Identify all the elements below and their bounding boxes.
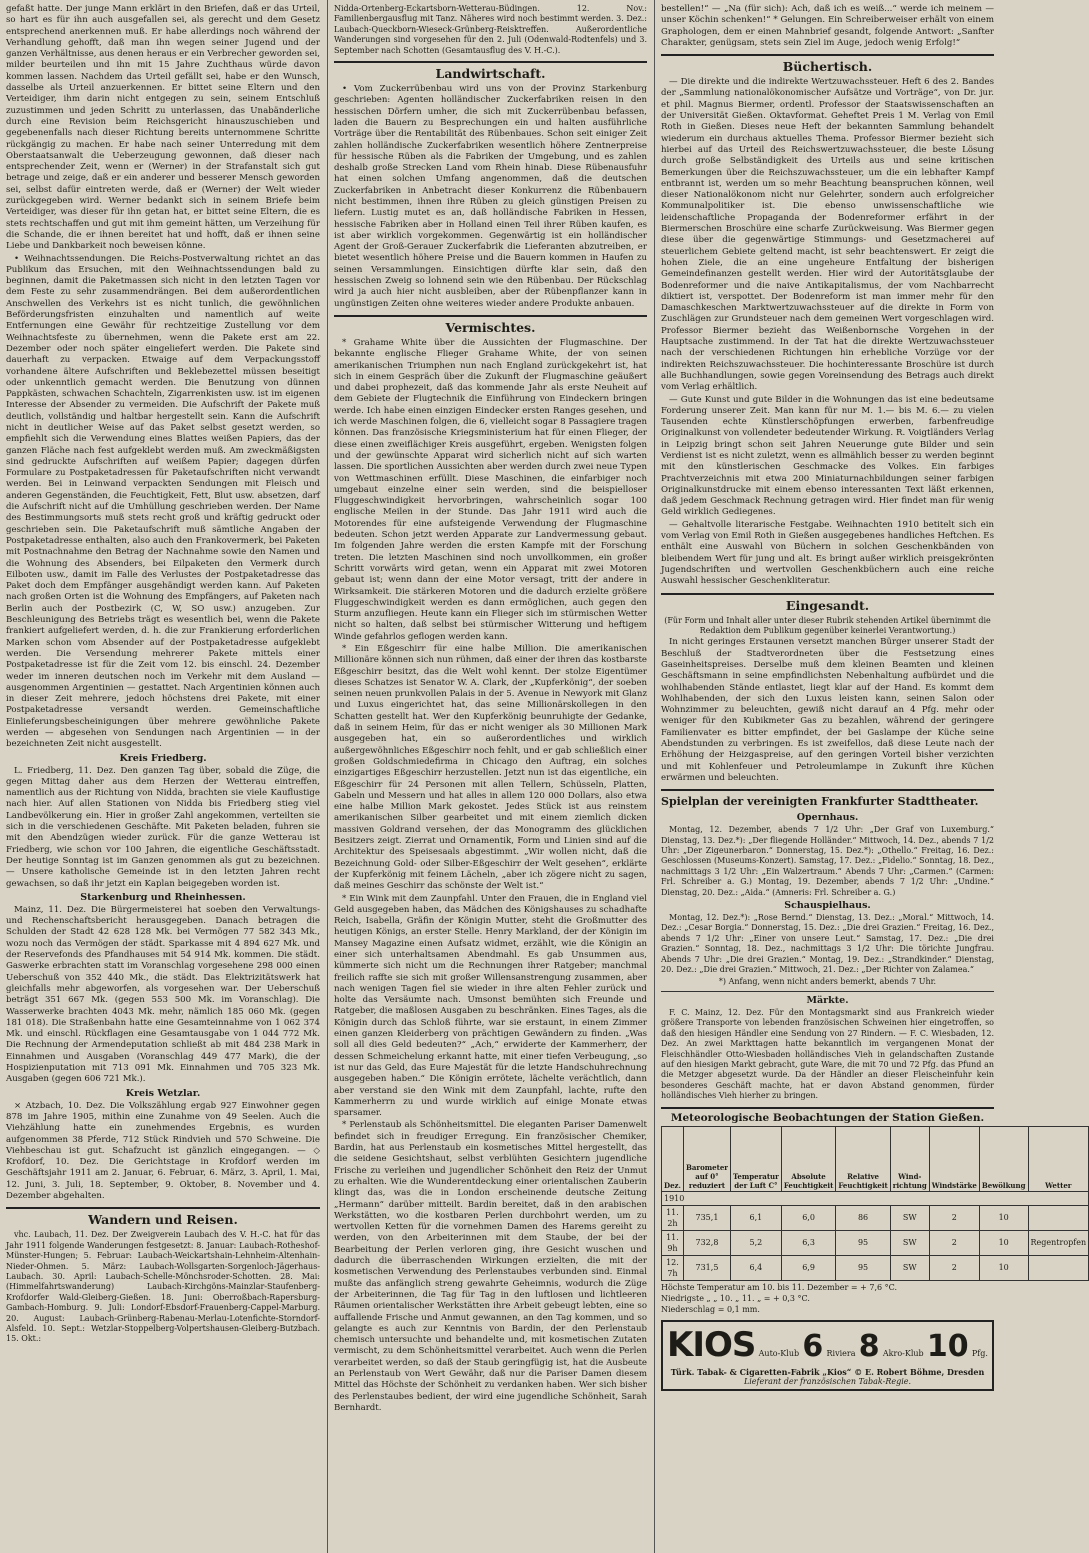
product-label-3: Akro-Klub xyxy=(882,1348,924,1358)
divider xyxy=(661,789,994,791)
heading-opernhaus: Opernhaus. xyxy=(796,812,859,824)
article-weihnachtssendungen: • Weihnachtssendungen. Die Reichs-Postverwaltung richtet an das Publikum das Ersuchen, mit den Weihnachtssendungen bald zu beginnen, damit die Paketmassen sich nicht in den letzten Tagen vor dem Feste zu sehr zusammendrängen. Bei dem außerordentlichen Anschwellen des Verkehrs ist es nicht tunlich, die gewöhnlichen Beförderungsfristen einzuhalten und namentlich auf weite Entfernungen eine Gewähr für rechtzeitige Zustellung vor dem Weihnachtsfeste zu übernehmen, wenn die Pakete erst am 22. Dezember oder noch später eingeliefert werden. Die Pakete sind dauerhaft zu verpacken. Etwaige auf dem Verpackungsstoff vorhandene ältere Aufschriften und Beklebezettel müssen beseitigt oder unkenntlich gemacht werden. Die Benutzung von dünnen Pappkästen, schwachen Schachteln, Zigarrenkisten usw. ist im eigenen Interesse der Absender zu vermeiden. Die Aufschrift der Pakete muß deutlich, vollständig und haltbar hergestellt sein. Kann die Aufschrift nicht in deutlicher Weise auf das Paket selbst gesetzt werden, so empfiehlt sich die Verwendung eines Blattes weißen Papiers, das der ganzen Fläche nach fest aufgeklebt werden muß. Am zweckmäßigsten sind gedruckte Aufschriften auf weißem Papier; dagegen dürfen Formulare zu Postpaketadressen für Paketaufschriften nicht verwandt werden. Bei in Leinwand verpackten Sendungen mit Fleisch und anderen Gegenständen, die Feuchtigkeit, Fett, Blut usw. absetzen, darf die Aufschrift nicht auf die Umhüllung geschrieben werden. Der Name des Bestimmungsorts muß stets recht groß und kräftig gedruckt oder geschrieben sein. Die Paketaufschrift muß sämtliche Angaben der Postpaketadresse enthalten, also auch den Frankovermerk, bei Paketen mit Postnachnahme den Betrag der Nachnahme sowie den Namen und die Wohnung des Absenders, bei Eilpaketen den Vermerk durch Eilboten usw., damit im Falle des Verlustes der Postpaketadresse das Paket doch dem Empfänger ausgehändigt werden kann. Auf Paketen nach großen Orten ist die Wohnung des Empfängers, auf Paketen nach Berlin auch der Postbezirk (C, W, SO usw.) anzugeben. Zur Beschleunigung des Betriebs trägt es wesentlich bei, wenn die Pakete frankiert aufgeliefert werden, d. h. die zur Frankierung erforderlichen Marken schon vom Absender auf der Postpaketadresse aufgeklebt werden. Die Versendung mehrerer Pakete mittels einer Postpaketadresse ist für die Zeit vom 12. bis einschl. 24. Dezember weder im inneren deutschen noch im Verkehr mit dem Ausland — ausgenommen Argentinien — gestattet. Nach Argentinien können auch in dieser Zeit mehrere, jedoch höchstens drei Pakete, mit einer Postpaketadresse versandt werden. Gemeinschaftliche Einlieferungsbescheinigungen über mehrere gewöhnliche Pakete werden — abgesehen von Sendungen nach Argentinien — in der bezeichneten Zeit nicht ausgestellt. xyxy=(6,253,320,750)
article-atzbach: × Atzbach, 10. Dez. Die Volkszählung ergab 927 Einwohner gegen 878 im Jahre 1905, mithin eine Zunahme von 49 Seelen. Auch die Viehzählung hatte ein zunehmendes Ergebnis, es wurden aufgenommen 38 Pferde, 712 Stück Rindvieh und 570 Schweine. Die Viehbeschau ist gut. Schafzucht ist gänzlich eingegangen. — ◇ Krofdorf, 10. Dez. Die Gerichtstage in Krofdorf werden im Geschäftsjahr 1911 am 2. Januar, 6. Februar, 6. März, 3. April, 1. Mai, 12. Juni, 3. Juli, 18. September, 9. Oktober, 8. November und 4. Dezember abgehalten. xyxy=(6,1100,320,1201)
column-1 xyxy=(0,0,326,1553)
weather-cell: 95 xyxy=(836,1255,890,1280)
article-zuckerruebenbau: • Vom Zuckerrübenbau wird uns von der Provinz Starkenburg geschrieben: Agenten holländischer Zuckerfabriken reisen in den hessischen Dörfern umher, die sich mit Zuckerrübenbau befassen, laden die Bauern zu Besprechungen ein und halten ausführliche Vorträge über die Rentabilität des Rübenbaues. Schon seit einiger Zeit zahlen holländische Zuckerfabriken wesentlich höhere Zentnerpreise für hessische Rüben als die Fabriken der Umgebung, und es zahlen deshalb große Strecken Land vom Rhein hinab. Diese Rübenausfuhr hat einen solchen Umfang angenommen, daß die deutschen Zuckerfabriken in Anbetracht dieser Konkurrenz die Rübenbauern nicht bestimmen, ihnen ihre Rüben zu gleich günstigen Preisen zu liefern. Lustig mutet es an, daß holländische Fabriken in Hessen, hessische Fabriken aber in Holland einen Teil ihrer Rüben kaufen, es ist aber wirklich vorgekommen. Gegenwärtig ist ein holländischer Agent der Groß-Gerauer Zuckerfabrik die Lieferanten abzutreiben, er bietet wesentlich höhere Preise und die Bauern kommen in Haufen zu seinen Versammlungen. Einsichtigen dürfte klar sein, daß den hessischen Zweig so lohnend sein wie den Rübenbau. Der Rückschlag wird ja auch hier nicht ausbleiben, aber der Rübenpflanzer kann in ungünstigen Zeiten ohne weiteres wieder andere Produkte anbauen. xyxy=(334,84,647,309)
section-heading-landwirtschaft: Landwirtschaft. xyxy=(435,66,546,82)
product-label-1: Auto-Klub xyxy=(758,1348,800,1358)
product-price-3: 10 xyxy=(926,1328,969,1364)
schedule-opernhaus: Montag, 12. Dezember, abends 7 1/2 Uhr: „Der Graf von Luxemburg.“ Dienstag, 13. Dez.*): „Der fliegende Holländer.“ Mittwoch, 14. Dez., abends 7 1/2 Uhr: „Der Zigeunerbaron.“ Donnerstag, 15. Dez.*): „Othello.“ Freitag, 16. Dez.: Geschlossen (Museums-Konzert). Samstag, 17. Dez.: „Fidelio.“ Sonntag, 18. Dez., nachmittags 3 1/2 Uhr: „Ein Walzertraum.“ Abends 7 Uhr: „Carmen.“ (Carmen: Frl. Schreiber a. G.) Montag, 19. Dezember, abends 7 1/2 Uhr: „Undine.“ Dienstag, 20. Dez.: „Aida.“ (Amneris: Frl. Schreiber a. G.) xyxy=(661,825,994,897)
weather-cell: SW xyxy=(890,1230,929,1255)
weather-precipitation: Niederschlag = 0,1 mm. xyxy=(661,1305,760,1315)
ad-company-line: Türk. Tabak- & Cigaretten-Fabrik „Kios“ © E. Robert Böhme, Dresden xyxy=(670,1366,985,1377)
ad-supplier-line: Lieferant der französischen Tabak-Regie. xyxy=(743,1376,912,1386)
weather-cell: 6,0 xyxy=(781,1205,835,1230)
weather-table-header: Wetter xyxy=(1028,1126,1089,1191)
weather-table-header: Dez. xyxy=(662,1126,684,1191)
weather-cell: 95 xyxy=(836,1230,890,1255)
product-price-2: 8 xyxy=(858,1328,880,1364)
weather-cell: 10 xyxy=(979,1205,1028,1230)
article-festgabe: — Gehaltvolle literarische Festgabe. Weihnachten 1910 betitelt sich ein vom Verlag von Emil Roth in Gießen ausgegebenes handliches Heftchen. Es enthält eine Auswahl von Büchern in solchen Geschenkbänden von bleibendem Wert für jung und alt. Es bringt außer wirklich preisgekrönten Jugendschriften und wertvollen Geschenkbüchern auch eine reiche Auswahl hessischer Geschenkliteratur. xyxy=(661,519,994,587)
article-laubach: vhc. Laubach, 11. Dez. Der Zweigverein Laubach des V. H.-C. hat für das Jahr 1911 folgende Wanderungen festgesetzt: 8. Januar: Laubach-Rotheshof-Münster-Hungen; 5. Februar: Laubach-Weickartshain-Lehnheim-Altenhain-Nieder-Ohmen. 5. März: Laubach-Wollsgarten-Sorgenloch-Jägerhaus-Laubach. 30. April: Laubach-Schelle-Mönchsroder-Schotten. 28. Mai: (Himmelfahrtswanderung) Laubach-Kirchgöns-Mainzlar-Staufenberg-Krofdorfer Wald-Gleiberg-Gießen. 18. Juni: Oberroßbach-Rapersburg-Gambach-Homburg. 9. Juli: Londorf-Ebsdorf-Frauenberg-Cappel-Marburg. 20. August: Laubach-Grünberg-Rabenau-Merlau-Lotenfichte-Storndorf-Alsfeld. 10. Sept.: Wetzlar-Stoppelberg-Volpertshausen-Gleiberg-Butzbach. 15. Okt.: xyxy=(6,1230,320,1344)
article-perlenstaub: * Perlenstaub als Schönheitsmittel. Die eleganten Pariser Damenwelt befindet sich in freudiger Erregung. Ein französischer Chemiker, Bardin, hat aus Perlenstaub ein kosmetisches Mittel hergestellt, das die seidene Gesichtshaut, selbst verblühten Gesichtern jugendliche Frische zu verleihen und jugendlicher Schönheit den Reiz der Unmut zu erhalten. Wie die Wunderentdeckung einer orientalischen Zauberin klingt das, was die in London erscheinende deutsche Zeitung „Hermann“ darüber mitteilt. Bardin bereitet, daß in den arabischen Werkstätten, wo die kostbaren Perlen durchbohrt werden, um zu wertvollen Ketten für die vornehmen Damen des Harems gereiht zu werden, von den Arbeiterinnen mit dem Staube, der bei der Bearbeitung der Perlen verloren ging, ihre Gesicht wuschen und dadurch die überraschenden Wirkungen erzielten, die mit der kosmetischen Verwendung des Perlenstaubes verbunden sind. Einmal mußte das anfänglich streng gewahrte Geheimnis, wodurch die Züge der Arbeiterinnen, die Tag für Tag in den luftlosen und lichtleeren Räumen orientalischer Werkstätten ihre Arbeit gebeugt lebten, eine so auffallende Frische und Anmut gewannen, an den Tag kommen, und so gelangte es auch zur Kenntnis von Bardin, der den Perlenstaub chemisch untersuchte und behandelte und, mit kosmetischen Zutaten vermischt, zu dem Schönheitsmittel verarbeitet. Auch wenn die Perlen verarbeitet werden, so daß der Staub geringfügig ist, hat die Ausbeute an Perlenstaub von Wert Gewähr, daß nur die Pariser Damen diesem Mittel das Höchste der Schönheit zu verdanken haben. Wer sich bisher des Perlenstaubes bedient, der wird eine jugendliche Schönheit, Sarah Bernhardt. xyxy=(334,1120,647,1413)
weather-table-header: Barometer auf 0° reduziert xyxy=(683,1126,730,1191)
eingesandt-disclaimer: (Für Form und Inhalt aller unter dieser Rubrik stehenden Artikel übernimmt die Redaktion dem Publikum gegenüber keinerlei Verantwortung.) xyxy=(664,615,991,635)
weather-cell: 86 xyxy=(836,1205,890,1230)
weather-cell: 6,9 xyxy=(781,1255,835,1280)
article-grahame-white: * Grahame White über die Aussichten der Flugmaschine. Der bekannte englische Flieger Grahame White, der von seinen amerikanischen Triumphen nun nach England zurückgekehrt ist, hat sich in einem Gespräch über die Zukunft der Flugmaschine geäußert und dabei prophezeit, daß das kommende Jahr als erste Neuheit auf dem Gebiete der Flugtechnik die Einführung von Eindeckern bringen werde. Ich habe einen einzigen Eindecker ersten Ranges gesehen, und ich werde Maschinen folgen, die 6, vielleicht sogar 8 Passagiere tragen können. Das französische Kriegsministerium hat für einen Flieger, der diese einen zweiflächiger Kreis ausgeführt, ergeben. Wenigsten folgen und der gewünschte Apparat wird sicherlich nicht auf sich warten lassen. Die sportlichen Aussichten aber werden durch zwei neue Typen von Wettmaschinen erfüllt. Diese Maschinen, die einfarbiger noch umgebaut einzelne einer sein werden, sind die beispielloser Fluggeschwindigkeit hervorbringen, wahrscheinlich sogar 100 englische Meilen in der Stunde. Das Jahr 1911 wird auch die Motorendes für eine aufsteigende Verwendung der Flugmaschine bedeuten. Schon jetzt werden Apparate zur Landvermessung gebaut. Im folgenden Jahre werden die ersten Kampfe mit der Forschung treten. Die letzten Maschinen sind noch unvollkommen, ein großer Schritt vorwärts wird getan, wenn ein Apparat mit zwei Motoren gebaut ist; wenn dann der eine Motor versagt, tritt der andere in Wirksamkeit. Die stärkeren Motoren und die dadurch erzielte größere Fluggeschwindigkeit werden es dann ermöglichen, auch gegen den Sturm anzufliegen. Heute kann ein Flieger sich im stürmischen Wetter nicht so halten, daß selbst bei stürmischer Witterung und heftigem Winde gefahrlos geflogen werden kann. xyxy=(334,337,647,642)
weather-row xyxy=(662,1255,1089,1280)
weather-cell xyxy=(1028,1205,1089,1230)
section-heading-wandern: Wandern und Reisen. xyxy=(88,1212,238,1228)
weather-row xyxy=(662,1230,1089,1255)
weather-min-temp: Niedrigste „ „ 10. „ 11. „ = + 0,3 °C. xyxy=(661,1293,810,1303)
schedule-schauspielhaus: Montag, 12. Dez.*): „Rose Bernd.“ Dienstag, 13. Dez.: „Moral.“ Mittwoch, 14. Dez.: „Cesar Borgia.“ Donnerstag, 15. Dez.: „Die drei Grazien.“ Freitag, 16. Dez., abends 7 1/2 Uhr: „Einer von unsere Leut.“ Samstag, 17. Dez.: „Die drei Grazien.“ Sonntag, 18. Dez., nachmittags 3 1/2 Uhr: Die törichte Jungfrau. Abends 7 Uhr: „Die drei Grazien.“ Montag, 19. Dez.: „Strandkinder.“ Dienstag, 20. Dez.: „Die drei Grazien.“ Mittwoch, 21. Dez.: „Der Richter von Zalamea.“ xyxy=(661,913,994,975)
section-heading-friedberg: Kreis Friedberg. xyxy=(119,752,207,764)
article-gute-kunst: — Gute Kunst und gute Bilder in die Wohnungen das ist eine bedeutsame Forderung unserer Zeit. Man kann für nur M. 1.— bis M. 6.— zu vielen Tausenden echte Künstlerschöpfungen erwerben, farbenfreudige Originalkunst von vollendeter bedeutender Wirkung. R. Voigtländers Verlag in Leipzig bringt schon seit Jahren Neuerunge gute Bilder und sein Verdienst ist es nicht zuletzt, wenn es allmählich besser zu werden beginnt mit den künstlerischen Geschmacke des Volkes. Ein farbiges Prachtverzeichnis mit etwa 200 Miniaturnachbildungen seiner farbigen Originalkunstdrucke mit einem ebenso interessanten Text läßt erkennen, daß jedem Geschmack Rechnung getragen wird. Hier findet man für wenig Geld wirklich Gediegenes. xyxy=(661,394,994,518)
weather-table-header: Temperatur der Luft C° xyxy=(730,1126,781,1191)
article-gaspreis: In nicht geringes Erstaunen versetzt manchen Bürger unserer Stadt der Beschluß der Stadtverordneten über die Festsetzung eines Gaseinheitspreises. Derselbe muß dem kleinen Beamten und kleinen Geschäftsmann in seine empfindlichsten Nebenhaltung aufbürdet und die wohlhabenden Stände entlastet, liegt klar auf der Hand. Es kommt dem Wohlhabenden, der sich den Luxus leisten kann, seinen Salon oder Wohnzimmer zu beleuchten, gewiß nicht darauf an 4 Pfg. mehr oder weniger für den Kubikmeter Gas zu bezahlen, während der geringere Familienvater es bitter empfindet, der bei Gaslampe der Küche seine Abendstunden zu verbringen. Es ist zweifellos, daß diese Leute nach der Erhöhung der Heizgaspreise, auf den geringen Vorteil bisher verzichten und mit Kohlenfeuer und Petroleumlampe in Zukunft ihre Küchen erwärmen und beleuchten. xyxy=(661,637,994,783)
weather-cell: SW xyxy=(890,1205,929,1230)
divider xyxy=(661,593,994,595)
weather-cell: 6,3 xyxy=(781,1230,835,1255)
divider xyxy=(334,315,647,317)
article-zaunpfahl: * Ein Wink mit dem Zaunpfahl. Unter den Frauen, die in England viel Geld ausgegeben haben, das Mädchen des Königshauses zu schadhafte Reich, Isabella, Gräfin der Königin Mutter, steht die Großmutter des heutigen Königs, an erster Stelle. Henry Markland, der der Königin im Mansey Magazine einen Aufsatz widmet, erzählt, wie die Königin an einer sich unterhaltsamen Abendmahl. Es gab Unsummen aus, kümmerte sich nicht um die Rechnungen ihrer Ratgeber; manchmal freilich raffte sie sich mit großer Willensanstrengung zusammen, aber nach wenigen Tagen fiel sie wieder in ihre alten Fehler zurück und holte das Versäumte nach. Umsonst bemühten sich Freunde und Ratgeber, die maßlosen Ausgaben zu beschränken. Eines Tages, als die Königin durch das Schloß führte, war sie erstaunt, in einem Zimmer einen ganzen Kleiderberg von prächtigen Gewändern zu finden. „Was soll all dies Geld bedeuten?“ „Ach,“ erwiderte der Kammerherr, der dessen Schmeichelung erkannt hatte, mit einer tiefen Verbeugung, „so ist nur das Geld, das Eure Majestät für die letzte Handschuhrechnung ausgegeben haben.“ Die Königin errötete, lächelte verächtlich, dann aber verstand sie den Wink mit dem Zaunpfahl, lachte, rufte den Kammerherrn zu und wurde wirklich auf einige Monate etwas sparsamer. xyxy=(334,893,647,1119)
price-unit: Pfg. xyxy=(971,1348,988,1358)
article-mainz: Mainz, 11. Dez. Die Bürgermeisterei hat soeben den Verwaltungs- und Rechenschaftsbericht herausgegeben. Danach betragen die Schulden der Stadt 42 628 128 Mk. bei Vermögen 77 582 343 Mk., wozu noch das Vermögen der städt. Sparkasse mit 4 894 627 Mk. und der Reservefonds des Pfandhauses mit 54 914 Mk. kommen. Die städt. Gaswerke erbrachten statt im Voranschlag vorgesehene 298 000 einen Ueberschuß von 352 440 Mk., die städt. Das Elektrizitätswerk hat gleichfalls mehr abgeworfen, als vorgesehen war. Der Ueberschuß beträgt 351 667 Mk. (gegen 553 500 Mk. im Voranschlag). Die Wasserwerke brachten 4043 Mk. mehr, nämlich 185 060 Mk. (gegen 181 018). Die Straßenbahn hatte eine Gesamteinnahme von 1 062 374 Mk. und einschl. Rückflagen eine Gesamtausgabe von 1 044 772 Mk. Die Rechnung der Armendeputation schließt ab mit 484 238 Mark in Einnahmen und Ausgaben (Voranschlag 449 477 Mark), die der Hospizienputation mit 713 091 Mk. Einnahmen und 705 323 Mk. Ausgaben (gegen 606 721 Mk.). xyxy=(6,904,320,1085)
weather-table-header: Bewölkung xyxy=(979,1126,1028,1191)
weather-cell: Regentropfen xyxy=(1028,1230,1089,1255)
weather-cell: 6,4 xyxy=(730,1255,781,1280)
divider xyxy=(661,991,994,992)
heading-meteorologie: Meteorologische Beobachtungen der Station Gießen. xyxy=(670,1111,985,1124)
weather-cell: 5,2 xyxy=(730,1230,781,1255)
product-label-2: Riviera xyxy=(826,1348,856,1358)
weather-cell: 2 xyxy=(929,1230,979,1255)
weather-cell: 11. 9h xyxy=(662,1230,684,1255)
weather-cell: 10 xyxy=(979,1255,1028,1280)
divider xyxy=(661,54,994,56)
weather-cell: 12. 7h xyxy=(662,1255,684,1280)
weather-table-header: Wind-richtung xyxy=(890,1126,929,1191)
weather-cell: 731,5 xyxy=(683,1255,730,1280)
weather-cell: 735,1 xyxy=(683,1205,730,1230)
weather-table-header: Windstärke xyxy=(929,1126,979,1191)
column-2 xyxy=(327,0,653,1553)
weather-cell: 11. 2h xyxy=(662,1205,684,1230)
weather-cell: 732,8 xyxy=(683,1230,730,1255)
section-heading-vermischtes: Vermischtes. xyxy=(445,319,536,335)
divider xyxy=(661,1107,994,1109)
schedule-footnote: *) Anfang, wenn nicht anders bemerkt, abends 7 Uhr. xyxy=(718,976,937,986)
weather-max-temp: Höchste Temperatur am 10. bis 11. Dezember = + 7,6 °C. xyxy=(661,1282,898,1292)
weather-cell: SW xyxy=(890,1255,929,1280)
article-wandern-cont: Nidda-Ortenberg-Eckartsborn-Wetterau-Büdingen. 12. Nov.: Familienbergausflug mit Tanz. Näheres wird noch bestimmt werden. 3. Dez.: Laubach-Queckborn-Wieseck-Grünberg-Reisktreffen. Außerordentliche Wanderungen sind vorgesehen für den 2. Juli (Odenwald-Rodtenfels) und 3. September nach Schotten (Gesamtausflug des V. H.-C.). xyxy=(334,4,647,55)
weather-cell: 2 xyxy=(929,1205,979,1230)
weather-cell: 10 xyxy=(979,1230,1028,1255)
brand-logo: KIOS xyxy=(667,1324,756,1365)
weather-table-header: Absolute Feuchtigkeit xyxy=(781,1126,835,1191)
weather-table xyxy=(661,1126,1089,1281)
weather-cell: 2 xyxy=(929,1255,979,1280)
article-maerkte: F. C. Mainz, 12. Dez. Für den Montagsmarkt sind aus Frankreich wieder größere Transporte von lebenden französischen Schweinen hier eingetroffen, so daß den hiesigen Händler eine Sendung von 27 Rindern. — F. C. Wiesbaden, 12. Dez. An zwei Markttagen hatte bekanntlich im vergangenen Monat der Fleischhändler Otto-Wiesbaden holländisches Vieh in gelandschaften Zustande auf den hiesigen Markt gebracht, gute Ware, die mit 70 und 72 Pfg. das Pfund an die Metzger abgesetzt wurde. Da der Händler an dieser Fleischeinfuhr kein besonderes Geschäft machte, hat er davon Abstand genommen, fürder holländisches Vieh hierher zu bringen. xyxy=(661,1007,994,1101)
section-heading-spielplan: Spielplan der vereinigten Frankfurter Stadttheater. xyxy=(661,795,979,809)
heading-schauspielhaus: Schauspielhaus. xyxy=(784,900,871,912)
weather-row xyxy=(662,1205,1089,1230)
section-heading-eingesandt: Eingesandt. xyxy=(785,597,870,613)
article-wertzuwachssteuer: — Die direkte und die indirekte Wertzuwachssteuer. Heft 6 des 2. Bandes der „Sammlung nationalökonomischer Aufsätze und Vorträge“, von Dr. jur. et phil. Magnus Biermer, ordentl. Professor der Staatswissenschaften an der Universität Gießen. Oktavformat. Geheftet Preis 1 M. Verlag von Emil Roth in Gießen. Dieses neue Heft der bekannten Sammlung behandelt wiederum ein durchaus aktuelles Thema. Professor Biermer bezieht sich hierbei auf das Urteil des Reichswertzuwachssteuer, die beste Lösung durch große Selbständigkeit des Urteils aus und seine kritischen Bemerkungen über die Reichszuwachssteuer, um die ein lebhafter Kampf entbrannt ist, werden um so mehr Beachtung beanspruchen können, weil dieser Nationalökonom nicht nur Gelehrter, sondern auch erfolgreicher Kommunalpolitiker ist. Die ebenso unwissenschaftliche wie leidenschaftliche Propaganda der Bodenreformer erfährt in der Biermerschen Broschüre eine scharfe Zurückweisung. Was Biermer gegen diese über die gegenwärtige Stimmungs- und Gesetzmacherei auf steuerlichem Gebiete geltend macht, ist sehr beachtenswert. Er zeigt die hohen Ziele, die an eine ungeheure Entfaltung der bisherigen Gemeindefinanzen gestellt werden. Hier wird der Autoritätsglaube der Bodenreformer und die naive Antikapitalismus, der vom Nachbarrecht diktiert ist, verspottet. Der Bodenreform ist man immer mehr für den Damaschkeschen Marktwertzuwachssteuer auf die direkte in Form von Zuschlägen zur Grundsteuer nach dem gemeinen Wert vorgeschlagen wird. Professor Biermer bezieht das Weißenbornsche Vorgehen in der Hauptsache zustimmend. In der Tat hat die direkte Wertzuwachssteuer nach der verschiedenen Richtungen hin erhebliche Vorzüge vor der indirekten Reichszuwachssteuer. Die hochinteressante Broschüre ist durch alle Buchhandlungen, sowie gegen Voreinsendung des Betrags auch direkt vom Verlag erhältlich. xyxy=(661,77,994,393)
weather-year: 1910 xyxy=(662,1191,1089,1205)
article-werner-end: gefaßt hatte. Der junge Mann erklärt in den Briefen, daß er das Urteil, so hart es für ihn auch ausgefallen sei, als gerecht und dem Gesetz entsprechend anerkennen muß. Er habe allerdings noch während der Verhandlung gehofft, daß man ihn wegen seiner Jugend und der ganzen Verhältnisse, aus denen heraus er ein Verbrecher geworden sei, milder beurteilen und ihn mit 15 Jahre Zuchthaus würde davon kommen lassen. Nachdem das Urteil gefällt sei, habe er den Wunsch, dasselbe als Urteil anzuerkennen. Er bittet seine Eltern und den Verteidiger, ihm darin nicht entgegen zu sein, seinem Entschluß zuzustimmen und jeden Schritt zu unterlassen, das Unabänderliche durch eine Revision beim Reichsgericht hinauszuschieben und gegebenenfalls nach dieser Richtung bereits unternommene Schritte rückgängig zu machen. Er habe nach seiner Unterredung mit dem Oberstaatsanwalt die Ueberzeugung gewonnen, daß dieser nach entsprechender Zeit, wenn er (Werner) in der Strafanstalt sich gut betrage und zeige, daß er ein anderer und besserer Mensch geworden sei, selbst dafür eintreten werde, daß er (Werner) der Welt wieder zurückgegeben wird. Werner bedankt sich in seinem Briefe beim Verteidiger, was dieser für ihn getan hat, er bittet seine Eltern, die es stets rechtschaffen und gut mit ihm gemeint hätten, um Verzeihung für die Schande, die er ihnen bereitet hat und hofft, daß er ihnen seine Liebe und Dankbarkeit noch beweisen könne. xyxy=(6,4,320,252)
weather-table-header: Relative Feuchtigkeit xyxy=(836,1126,890,1191)
section-heading-buechertisch: Büchertisch. xyxy=(782,59,873,75)
divider xyxy=(6,1207,320,1209)
section-heading-wetzlar: Kreis Wetzlar. xyxy=(125,1087,201,1099)
product-price-1: 6 xyxy=(802,1328,824,1364)
advertisement-kios xyxy=(661,1320,994,1391)
divider xyxy=(334,61,647,63)
article-anekdoten: bestellen!“ — „Na (für sich): Ach, daß ich es weiß...“ werde ich meinem — unser Köchin schenken!“ * Gelungen. Ein Schreiberweiser erhält von einem Graphologen, dem er einen Mahnbrief gesandt, folgende Antwort: „Sanfter Charakter, genügsam, stets sein Ziel im Auge, jedoch wenig Erfolg!“ xyxy=(661,4,994,48)
article-essgeschirr: * Ein Eßgeschirr für eine halbe Million. Die amerikanischen Millionäre können sich nun rühmen, daß einer der ihren das kostbarste Eßgeschirr besitzt, das die Welt wohl kennt. Der stolze Eigentümer dieses Schatzes ist Senator W. A. Clark, der „Kupferkönig“, der soeben seinen neuen prunkvollen Palais in der 5. Avenue in Newyork mit Glanz und Luxus eingerichtet hat, das seine Millionärskollegen in den Schatten gestellt hat. Wer den Kupferkönig beunruhigte der Gedanke, daß in seinem Heim, für das er nicht weniger als 30 Millionen Mark ausgegeben hat, ein so außerordentliches und wirklich außergewöhnliches Eßgeschirr noch fehlt, und er gab schließlich einer großen Goldschmiedefirma in Chicago den Auftrag, ein solches einzigartiges Eßgeschirr herzustellen. Jetzt nun ist das eigentliche, ein Eßgeschirr für 24 Personen mit allen Tellern, Schüsseln, Platten, Gabeln und Messern und hat alles in allem 120 000 Dollars, also etwa eine halbe Million Mark gekostet. Jedes Stück ist aus reinstem amerikanischen Silber gearbeitet und mit einem ziemlich dicken massiven Goldrand versehen, der das Monogramm des glücklichen Besitzers zeigt. Zierrat und Ornamentik, Form und Linien sind auf die Architektur des Speisesaals abgestimmt. „Wir wollen nicht, daß die Bezeichnung Gold- oder Silber-Eßgeschirr der Welt gesehen“, erklärte der Kupferkönig mit feinem Lächeln, „aber ich zögere nicht zu sagen, daß meines Geschirr das schönste der Welt ist.“ xyxy=(334,643,647,892)
section-heading-maerkte: Märkte. xyxy=(806,994,849,1006)
column-3 xyxy=(654,0,1087,1553)
article-friedberg: L. Friedberg, 11. Dez. Den ganzen Tag über, sobald die Züge, die gegen Mittag daher aus dem Herzen der Wetterau eintreffen, namentlich aus der Richtung von Nidda, brachten sie viele Kauflustige nach hier. Auf allen Stationen von Nidda bis Friedberg stieg viel Landbevölkerung ein. Hier in großer Zahl angekommen, verteilten sie sich in die verschiedenen Geschäfte. Mit Paketen beladen, fuhren sie mit den Abendzügen wieder zurück. Für die ganze Wetterau ist Friedberg, wie schon vor 100 Jahren, die eigentliche Geschäftsstadt. Der heutige Sonntag ist im Ganzen genommen als gut zu bezeichnen. — Unsere katholische Gemeinde ist in den letzten Jahren recht gewachsen, so daß ihr jetzt ein Kaplan beigegeben worden ist. xyxy=(6,765,320,889)
weather-cell: 6,1 xyxy=(730,1205,781,1230)
section-heading-starkenburg: Starkenburg und Rheinhessen. xyxy=(80,891,246,903)
weather-cell xyxy=(1028,1255,1089,1280)
